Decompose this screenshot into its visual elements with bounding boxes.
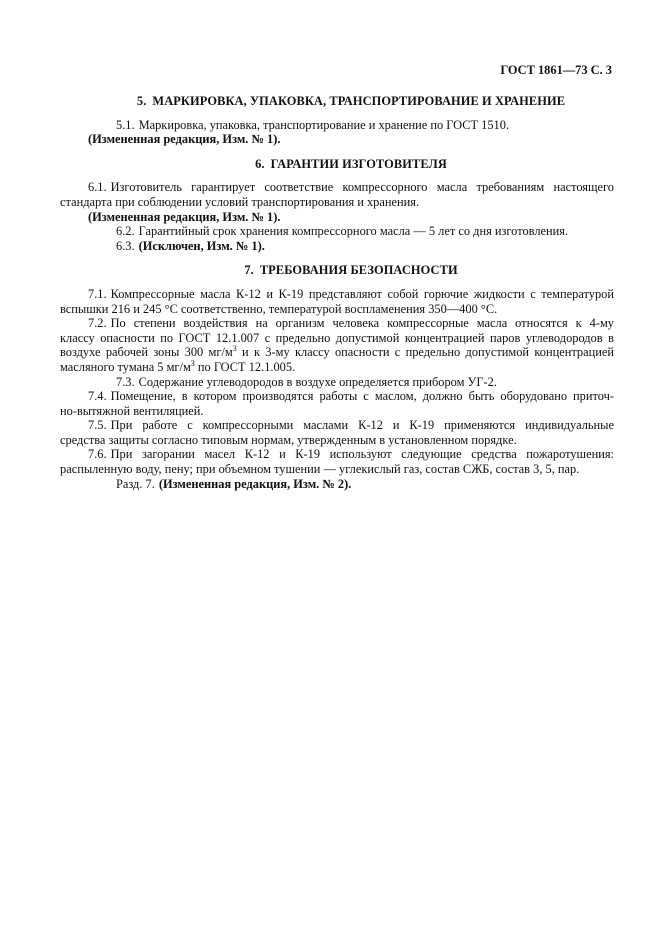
section-7-heading: 7. ТРЕБОВАНИЯ БЕЗОПАСНОСТИ <box>244 263 458 278</box>
paragraph-7-4: 7.4. Помещение, в котором производятся работы с маслом, должно быть оборудовано приточ- но-вытяжной вентиляцией. <box>60 389 614 418</box>
paragraph-7-6: 7.6. При загорании масел К-12 и К-19 используют следующие средства пожаротушения: распыленную воду, пену; при объемном тушении — углекислый газ, состав СЖБ, состав 3, 5, пар. <box>60 447 614 477</box>
paragraph-7-3: 7.3. Содержание углеводородов в воздухе определяется прибором УГ-2. <box>116 374 497 389</box>
paragraph-6-1: 6.1. Изготовитель гарантирует соответствие компрессорного масла требованиям настоящего стандарта при соблюдении условий транспортирования и хранения. <box>60 180 614 209</box>
paragraph-7-1: 7.1. Компрессорные масла К-12 и К-19 представляют собой горючие жидкости с температурой вспышки 216 и 245 °С соответственно, температурой воспламенения 350—400 °С. <box>60 286 614 316</box>
paragraph-7-2: 7.2. По степени воздействия на организм человека компрессорные масла относятся к 4-му классу опасности по ГОСТ 12.1.007 с предельно допустимой концентрацией паров углеводородов в воздухе рабочей зоны 300 $мг/м^3$ и к 3-му классу опасности с предельно допустимой концентрацией масляного тумана 5 $мг/м^3$ по ГОСТ 12.1.005. <box>60 316 614 374</box>
section-5-heading: 5. МАРКИРОВКА, УПАКОВКА, ТРАНСПОРТИРОВАНИЕ И ХРАНЕНИЕ <box>136 94 566 108</box>
section-6-heading: 6. ГАРАНТИИ ИЗГОТОВИТЕЛЯ <box>255 156 447 171</box>
section-7-amendment-note: Разд. 7. (Измененная редакция, Изм. № 2). <box>116 476 352 491</box>
paragraph-5-1: 5.1. Маркировка, упаковка, транспортирование и хранение по ГОСТ 1510. <box>116 117 510 132</box>
amendment-note: (Измененная редакция, Изм. № 1). <box>88 132 281 147</box>
paragraph-6-3: 6.3. (Исключен, Изм. № 1). <box>116 238 265 253</box>
document-body <box>60 94 614 501</box>
paragraph-7-5: 7.5. При работе с компрессорными маслами К-12 и К-19 применяются индивидуальные средства защиты согласно типовым нормам, утвержденным в установленном порядке. <box>60 418 614 447</box>
section-5 <box>88 94 614 147</box>
section-7 <box>60 263 614 491</box>
section-6 <box>60 156 614 254</box>
amendment-note: (Измененная редакция, Изм. № 1). <box>88 209 281 224</box>
page-header: ГОСТ 1861—73 С. 3 <box>500 63 612 77</box>
paragraph-6-2: 6.2. Гарантийный срок хранения компрессорного масла — 5 лет со дня изготовления. <box>116 224 569 239</box>
